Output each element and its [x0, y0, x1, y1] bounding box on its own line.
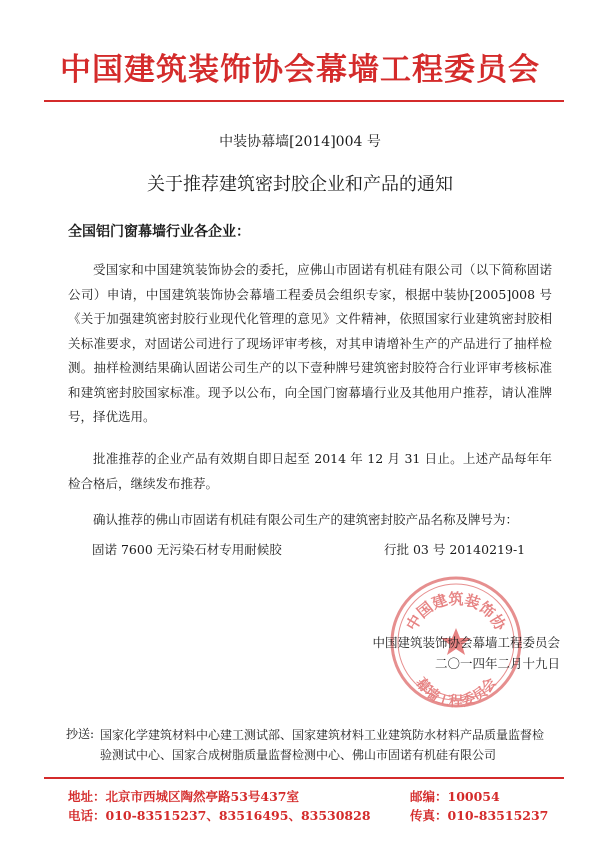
seal-top-text: 中国建筑装饰协 [402, 590, 510, 634]
document-title: 关于推荐建筑密封胶企业和产品的通知 [147, 174, 453, 195]
letterhead-title: 中国建筑装饰协会幕墙工程委员会 [60, 52, 540, 88]
body-paragraph-3: 确认推荐的佛山市固诺有机硅有限公司生产的建筑密封胶产品名称及牌号为： [93, 512, 519, 527]
document-number: 中装协幕墙[2014]004 号 [219, 134, 381, 150]
footer-postcode: 邮编：100054 [410, 789, 500, 804]
letterhead-red-rule [44, 100, 564, 102]
footer-phone: 电话：010-83515237、83516495、83530828 [68, 808, 371, 823]
seal-bottom-text: 幕墙工程委员会 [412, 675, 500, 710]
footer-fax: 传真：010-83515237 [410, 808, 549, 823]
cc-label: 抄送: [66, 727, 95, 741]
body-paragraph-2: 批准推荐的企业产品有效期自即日起至 2014 年 12 月 31 日止。上述产品每年年检合格后，继续发布推荐。 [68, 451, 552, 491]
signer-organization: 中国建筑装饰协会幕墙工程委员会 [372, 635, 560, 650]
product-name: 固诺 7600 无污染石材专用耐候胶 [92, 542, 282, 557]
salutation: 全国铝门窗幕墙行业各企业： [68, 224, 250, 240]
body-paragraph-1: 受国家和中国建筑装饰协会的委托，应佛山市固诺有机硅有限公司（以下简称固诺公司）申请，中国建筑装饰协会幕墙工程委员会组织专家，根据中装协[2005]008 号《关于加强建筑密封胶行业现代化管理的意见》文件精神，依照国家行业建筑密封胶相关标准要求，对固诺公司进行了现场评审考核，对其申请增补生产的产品进行了抽样检测。抽样检测结果确认固诺公司生产的以下壹种牌号建筑密封胶符合行业评审考核标准和建筑密封胶国家标准。现予以公布，向全国门窗幕墙行业及其他用户推荐，请认准牌号，择优选用。 [68, 262, 552, 424]
footer-address: 地址：北京市西城区陶然亭路53号437室 [68, 789, 299, 804]
footer-red-rule [44, 777, 564, 779]
signing-date: 二〇一四年二月十九日 [434, 656, 560, 671]
product-batch-number: 行批 03 号 20140219-1 [384, 542, 526, 557]
cc-recipients: 国家化学建筑材料中心建工测试部、国家建筑材料工业建筑防水材料产品质量监督检验测试中心、国家合成树脂质量监督检测中心、佛山市固诺有机硅有限公司 [100, 728, 545, 762]
